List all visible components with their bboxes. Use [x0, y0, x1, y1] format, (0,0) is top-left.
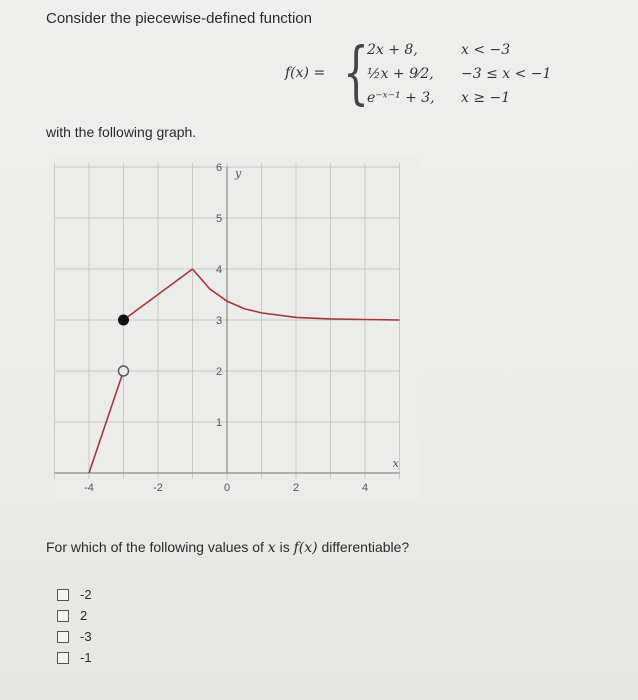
checkbox[interactable]	[57, 589, 69, 601]
choice-item[interactable]	[57, 647, 92, 668]
y-tick-label: 4	[215, 264, 223, 276]
question-func: f(x)	[293, 540, 318, 556]
y-tick-label: 5	[215, 213, 223, 225]
intro-text: Consider the piecewise-defined function	[46, 10, 312, 27]
x-tick-label: 2	[292, 482, 300, 494]
choice-item[interactable]	[57, 605, 92, 626]
x-axis-label: x	[392, 457, 399, 470]
choice-label: -2	[80, 587, 92, 602]
question-var: x	[267, 540, 276, 556]
checkbox[interactable]	[57, 631, 69, 643]
function-lhs: f(x) =	[285, 65, 326, 81]
case-3-expr: e⁻ˣ⁻¹ + 3,	[367, 90, 435, 106]
choice-label: 2	[80, 608, 88, 623]
answer-choices	[57, 584, 92, 668]
x-tick-label: -4	[84, 482, 94, 494]
graph-label: with the following graph.	[46, 124, 197, 140]
y-tick-label: 2	[215, 366, 223, 378]
case-1-expr: 2x + 8,	[367, 42, 418, 58]
choice-item[interactable]	[57, 584, 92, 605]
x-tick-label: 0	[223, 482, 231, 494]
case-2-cond: −3 ≤ x < −1	[461, 66, 552, 82]
function-graph	[50, 155, 420, 500]
choice-label: -3	[80, 629, 92, 644]
question-prefix: For which of the following values of	[46, 539, 264, 555]
x-tick-label: 4	[361, 482, 369, 494]
y-tick-label: 1	[215, 417, 223, 429]
question-text	[46, 539, 409, 556]
case-1-cond: x < −3	[461, 42, 511, 58]
question-mid: is	[279, 539, 290, 555]
open-endpoint	[119, 366, 129, 376]
choice-item[interactable]	[57, 626, 92, 647]
piecewise-function	[285, 34, 585, 118]
choice-label: -1	[80, 650, 92, 665]
question-suffix: differentiable?	[321, 539, 410, 555]
x-tick-label: -2	[153, 482, 163, 494]
case-3-cond: x ≥ −1	[461, 90, 511, 106]
case-2-expr: ½x + 9⁄2,	[367, 66, 434, 82]
y-tick-label: 3	[215, 315, 223, 327]
checkbox[interactable]	[57, 610, 69, 622]
checkbox[interactable]	[57, 652, 69, 664]
y-axis-label: y	[235, 167, 242, 181]
left-brace: {	[343, 34, 369, 113]
closed-endpoint	[119, 315, 129, 325]
y-tick-label: 6	[215, 162, 223, 174]
